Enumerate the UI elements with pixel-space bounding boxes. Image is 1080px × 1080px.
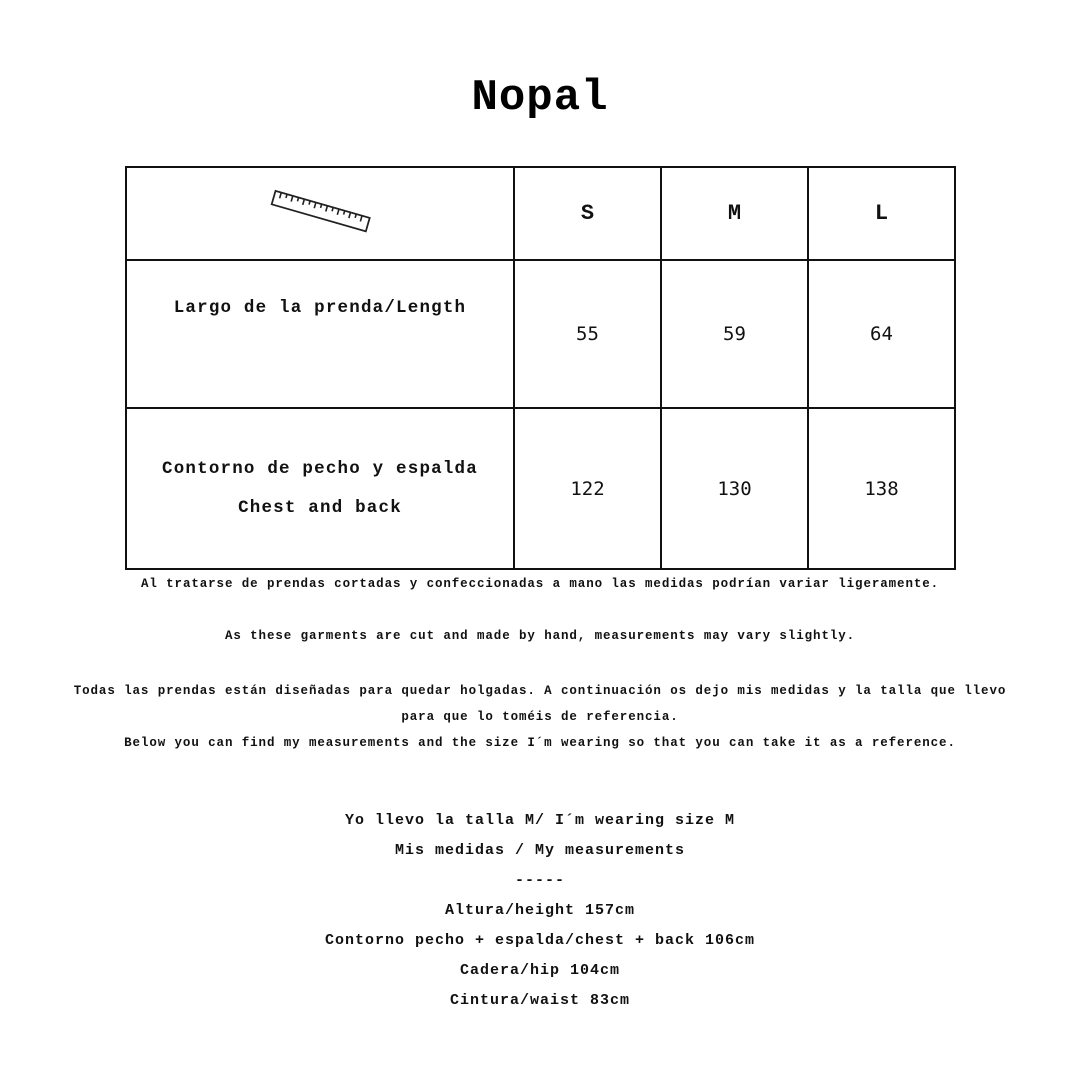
measurements-heading: Mis medidas / My measurements	[394, 842, 686, 859]
size-header-s: S	[514, 167, 661, 260]
value-length-l: 64	[808, 260, 955, 408]
size-header-m: M	[661, 167, 808, 260]
wearing-size: Yo llevo la talla M/ I´m wearing size M	[344, 812, 736, 829]
measurement-hip: Cadera/hip 104cm	[459, 962, 621, 979]
value-length-s: 55	[514, 260, 661, 408]
note-handmade-en: As these garments are cut and made by hand, measurements may vary slightly.	[224, 629, 856, 643]
note-fit-es-line2: para que lo toméis de referencia.	[401, 710, 679, 724]
measurement-height: Altura/height 157cm	[444, 902, 636, 919]
size-header-l: L	[808, 167, 955, 260]
row-label-text: Largo de la prenda/Length	[173, 298, 467, 318]
note-handmade-es: Al tratarse de prendas cortadas y confeccionadas a mano las medidas podrían variar ligeramente.	[140, 577, 940, 591]
value-chest-l: 138	[808, 408, 955, 569]
measurement-waist: Cintura/waist 83cm	[449, 992, 631, 1009]
page-title: Nopal	[471, 73, 609, 123]
row-label-length	[126, 260, 514, 408]
ruler-cell	[126, 167, 514, 260]
divider: -----	[514, 872, 565, 889]
measurement-chest-back: Contorno pecho + espalda/chest + back 106cm	[324, 932, 756, 949]
note-fit-es-line1: Todas las prendas están diseñadas para quedar holgadas. A continuación os dejo mis medidas y la talla que llevo	[73, 684, 1007, 698]
value-chest-s: 122	[514, 408, 661, 569]
size-chart-table	[125, 166, 956, 570]
table-header-row	[126, 167, 955, 260]
ruler-icon	[269, 190, 371, 238]
table-row-chest	[126, 408, 955, 569]
note-fit-en: Below you can find my measurements and the size I´m wearing so that you can take it as a reference.	[124, 736, 956, 750]
note-fit	[0, 678, 1080, 756]
row-label-text-es: Contorno de pecho y espalda	[162, 458, 478, 479]
value-chest-m: 130	[661, 408, 808, 569]
value-length-m: 59	[661, 260, 808, 408]
row-label-chest	[126, 408, 514, 569]
my-measurements	[0, 806, 1080, 1016]
row-label-text-en: Chest and back	[238, 497, 402, 518]
table-row-length	[126, 260, 955, 408]
